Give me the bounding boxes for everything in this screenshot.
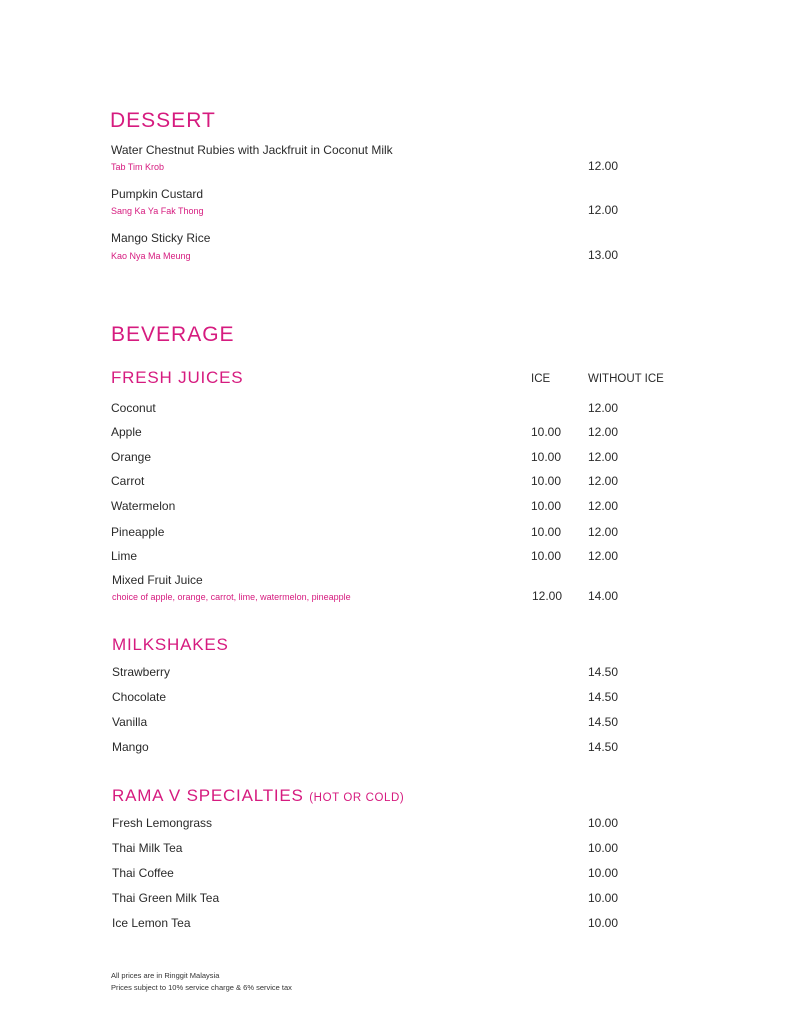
menu-item-thai-name: Kao Nya Ma Meung — [111, 251, 191, 261]
milkshake-name: Strawberry — [112, 665, 171, 679]
specialty-price: 10.00 — [588, 841, 619, 855]
juice-price-without-ice: 14.00 — [588, 589, 619, 603]
milkshake-price: 14.50 — [588, 690, 619, 704]
menu-item-price: 13.00 — [588, 248, 619, 262]
menu-item-thai-name: Sang Ka Ya Fak Thong — [111, 206, 204, 216]
menu-item-name: Mango Sticky Rice — [111, 231, 211, 245]
juice-price-without-ice: 12.00 — [588, 401, 619, 415]
milkshake-price: 14.50 — [588, 715, 619, 729]
juice-name: Pineapple — [111, 525, 165, 539]
milkshake-name: Mango — [112, 740, 149, 754]
juice-price-without-ice: 12.00 — [588, 549, 619, 563]
fresh-juices-heading: FRESH JUICES — [111, 368, 244, 387]
ice-column-header: ICE — [531, 373, 551, 385]
milkshake-price: 14.50 — [588, 665, 619, 679]
specialty-name: Thai Milk Tea — [112, 841, 183, 855]
juice-price-without-ice: 12.00 — [588, 425, 619, 439]
menu-item-name: Water Chestnut Rubies with Jackfruit in Coconut Milk — [111, 143, 393, 157]
juice-price-without-ice: 12.00 — [588, 499, 619, 513]
milkshake-name: Chocolate — [112, 690, 167, 704]
menu-item-name: Pumpkin Custard — [111, 187, 204, 201]
specialty-name: Thai Green Milk Tea — [112, 891, 220, 905]
juice-name: Watermelon — [111, 499, 176, 513]
specialties-subtitle: (HOT OR COLD) — [309, 792, 405, 804]
juice-name: Carrot — [111, 474, 145, 488]
footer-tax-note: Prices subject to 10% service charge & 6% service tax — [111, 983, 292, 992]
juice-name: Mixed Fruit Juice — [112, 573, 203, 587]
milkshake-name: Vanilla — [112, 715, 148, 729]
dessert-heading: DESSERT — [110, 109, 216, 132]
specialty-price: 10.00 — [588, 866, 619, 880]
juice-price-ice: 10.00 — [531, 425, 562, 439]
beverage-heading: BEVERAGE — [111, 323, 235, 346]
specialty-name: Thai Coffee — [112, 866, 174, 880]
juice-name: Apple — [111, 425, 142, 439]
juice-price-ice: 12.00 — [532, 589, 563, 603]
specialties-title: RAMA V SPECIALTIES — [112, 786, 304, 805]
specialty-price: 10.00 — [588, 891, 619, 905]
juice-price-ice: 10.00 — [531, 499, 562, 513]
without-ice-column-header: WITHOUT ICE — [588, 373, 664, 385]
footer-currency-note: All prices are in Ringgit Malaysia — [111, 971, 220, 980]
menu-item-thai-name: Tab Tim Krob — [111, 162, 165, 172]
juice-price-without-ice: 12.00 — [588, 474, 619, 488]
specialties-heading — [112, 786, 404, 808]
juice-name: Lime — [111, 549, 138, 563]
juice-name: Coconut — [111, 401, 156, 415]
specialty-name: Fresh Lemongrass — [112, 816, 213, 830]
specialty-price: 10.00 — [588, 916, 619, 930]
juice-note: choice of apple, orange, carrot, lime, watermelon, pineapple — [112, 592, 351, 602]
menu-item-price: 12.00 — [588, 203, 619, 217]
juice-price-ice: 10.00 — [531, 474, 562, 488]
menu-item-price: 12.00 — [588, 159, 619, 173]
milkshake-price: 14.50 — [588, 740, 619, 754]
specialty-name: Ice Lemon Tea — [112, 916, 191, 930]
juice-name: Orange — [111, 450, 152, 464]
juice-price-without-ice: 12.00 — [588, 450, 619, 464]
juice-price-ice: 10.00 — [531, 549, 562, 563]
specialty-price: 10.00 — [588, 816, 619, 830]
juice-price-without-ice: 12.00 — [588, 525, 619, 539]
juice-price-ice: 10.00 — [531, 525, 562, 539]
juice-price-ice: 10.00 — [531, 450, 562, 464]
milkshakes-heading: MILKSHAKES — [112, 635, 229, 654]
